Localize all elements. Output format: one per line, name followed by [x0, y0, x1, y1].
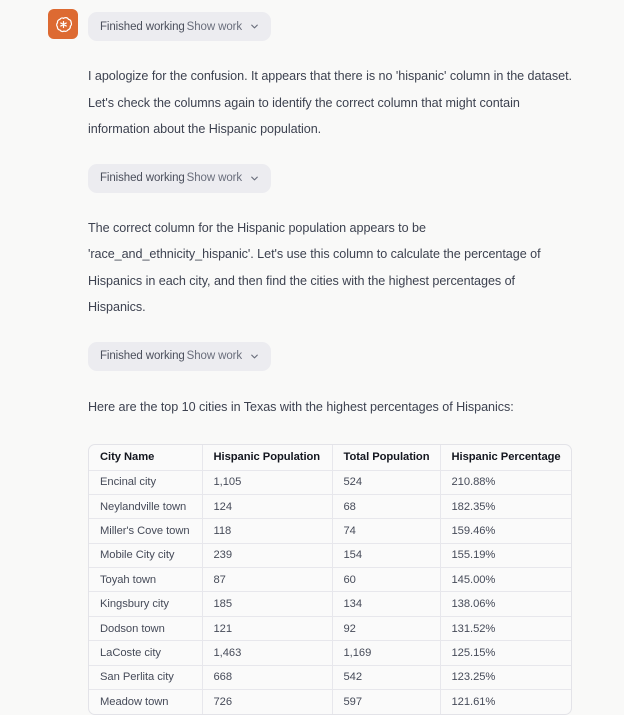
column-header-total-population: Total Population	[332, 445, 440, 470]
cell-total: 542	[332, 665, 440, 689]
spacer-2	[88, 321, 584, 342]
column-header-city-name: City Name	[89, 445, 202, 470]
cell-percentage: 121.61%	[451, 695, 496, 708]
cell-city-name: San Perlita city	[89, 665, 202, 689]
work-status-label-3: Finished working	[100, 350, 185, 362]
assistant-paragraph-2: The correct column for the Hispanic population appears to be 'race_and_ethnicity_hispanic'. Let's use this column to calculate the percentage of Hispanics in each city, and then find the cities with the highest percentages of Hispanics.	[88, 220, 541, 314]
chevron-down-icon[interactable]	[249, 21, 260, 32]
cell-hispanic: 668	[202, 665, 332, 689]
cell-hispanic: 1,105	[202, 470, 332, 494]
cell-city-name: LaCoste city	[89, 641, 202, 665]
cell-total: 134	[332, 592, 440, 616]
cell-hispanic: 124	[202, 494, 332, 518]
cell-city-name: Miller's Cove town	[89, 519, 202, 543]
table-header	[89, 445, 572, 470]
cell-percentage: 123.25%	[440, 665, 572, 689]
work-block-toggle-1[interactable]	[88, 12, 271, 41]
chevron-down-icon[interactable]	[249, 351, 260, 362]
cell-hispanic: 239	[202, 543, 332, 567]
table-row	[89, 519, 572, 543]
openai-logo-icon	[54, 15, 73, 34]
cell-city-name: Encinal city	[89, 470, 202, 494]
cell-city-name: Dodson town	[89, 616, 202, 640]
cell-city-name: Toyah town	[89, 568, 202, 592]
work-status-label-1: Finished working	[100, 20, 185, 33]
table-header-row	[89, 445, 572, 470]
cell-total: 597	[332, 690, 440, 714]
column-header-hispanic-population: Hispanic Population	[202, 445, 332, 470]
cell-hispanic: 1,463	[202, 641, 332, 665]
show-work-label-3[interactable]: Show work	[186, 350, 242, 362]
column-header-hispanic-percentage: Hispanic Percentage	[440, 445, 572, 470]
cell-total: 92	[332, 616, 440, 640]
assistant-message	[88, 0, 584, 715]
table-row	[89, 665, 572, 689]
cell-percentage: 125.15%	[440, 641, 572, 665]
cell-hispanic: 87	[202, 568, 332, 592]
work-block-toggle-3[interactable]	[88, 342, 271, 371]
work-block-toggle-2[interactable]	[88, 164, 271, 193]
cell-total: 60	[332, 568, 440, 592]
cell-total: 68	[332, 494, 440, 518]
cell-total: 524	[332, 470, 440, 494]
cell-hispanic: 185	[202, 592, 332, 616]
hispanic-population-table	[89, 445, 572, 714]
spacer-1	[88, 143, 584, 164]
cell-total: 154	[332, 543, 440, 567]
assistant-paragraph-3: Here are the top 10 cities in Texas with the highest percentages of Hispanics:	[88, 399, 514, 414]
cell-city-name: Kingsbury city	[89, 592, 202, 616]
table-body	[89, 470, 572, 714]
work-status-label-2: Finished working	[100, 172, 185, 184]
table-row	[89, 568, 572, 592]
assistant-paragraph-1: I apologize for the confusion. It appears that there is no 'hispanic' column in the dataset. Let's check the columns again to identify the correct column that might contain information about the Hispanic population.	[88, 69, 572, 136]
cell-percentage: 131.52%	[440, 616, 572, 640]
table-row	[89, 690, 572, 714]
cell-percentage: 182.35%	[440, 494, 572, 518]
table-row	[89, 616, 572, 640]
show-work-label-1[interactable]: Show work	[186, 20, 242, 33]
cell-total: 1,169	[332, 641, 440, 665]
show-work-label-2[interactable]: Show work	[186, 172, 242, 184]
cell-total: 74	[332, 519, 440, 543]
cell-hispanic: 726	[202, 690, 332, 714]
table-row	[89, 494, 572, 518]
cell-hispanic: 121	[202, 616, 332, 640]
cell-hispanic: 118	[202, 519, 332, 543]
table-row	[89, 543, 572, 567]
cell-percentage: 155.19%	[440, 543, 572, 567]
chevron-down-icon[interactable]	[249, 173, 260, 184]
table-row	[89, 470, 572, 494]
cell-city-name: Mobile City city	[89, 543, 202, 567]
table-row	[89, 592, 572, 616]
cell-percentage: 159.46%	[440, 519, 572, 543]
assistant-avatar	[48, 9, 78, 39]
results-table-container	[88, 444, 572, 715]
cell-percentage: 145.00%	[440, 568, 572, 592]
cell-percentage: 138.06%	[440, 592, 572, 616]
cell-city-name: Neylandville town	[89, 494, 202, 518]
cell-percentage: 210.88%	[440, 470, 572, 494]
table-row	[89, 641, 572, 665]
cell-city-name: Meadow town	[89, 690, 202, 714]
